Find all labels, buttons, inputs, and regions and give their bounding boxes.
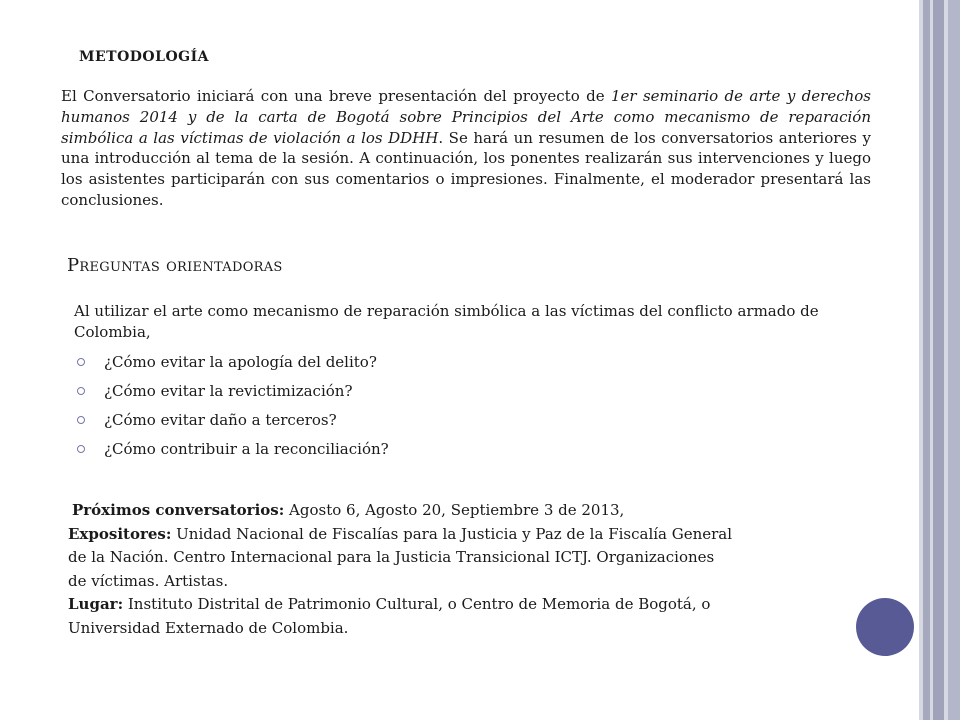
speakers-line	[68, 523, 858, 547]
methodology-paragraph	[61, 86, 871, 211]
place-line: Universidad Externado de Colombia.	[68, 618, 349, 637]
place-line	[68, 593, 858, 617]
intro-segment-italic: 1er seminario de arte y derechos humanos 2014 y de la carta de Bogotá sobre Principios del Arte como mecanismo de reparación simbólica a las víctimas de violación a los DDHH	[61, 87, 871, 147]
speakers-line: de víctimas. Artistas.	[68, 571, 229, 590]
place-label: Lugar:	[68, 595, 124, 613]
section-heading-methodology: METODOLOGÍA	[79, 49, 210, 65]
decorative-circle	[856, 598, 914, 656]
next-sessions-value: Agosto 6, Agosto 20, Septiembre 3 de 2013,	[284, 501, 625, 519]
section-heading-questions: Preguntas orientadoras	[67, 255, 283, 276]
list-item	[76, 378, 776, 407]
questions-list	[76, 349, 776, 465]
question-text: ¿Cómo evitar la revictimización?	[104, 382, 353, 400]
ring-bullet-icon	[77, 358, 85, 366]
question-text: ¿Cómo evitar daño a terceros?	[104, 411, 337, 429]
ring-bullet-icon	[77, 416, 85, 424]
decorative-rail	[923, 0, 930, 720]
place-value: Instituto Distrital de Patrimonio Cultural, o Centro de Memoria de Bogotá, o	[123, 595, 711, 613]
list-item	[76, 349, 776, 378]
intro-segment: El Conversatorio iniciará con una breve presentación del proyecto de	[61, 87, 611, 105]
decorative-rail	[948, 0, 960, 720]
speakers-label: Expositores:	[68, 524, 172, 543]
list-item	[76, 407, 776, 436]
event-info	[68, 499, 858, 640]
ring-bullet-icon	[77, 387, 85, 395]
questions-lead: Al utilizar el arte como mecanismo de reparación simbólica a las víctimas del conflicto armado de Colombia,	[74, 302, 819, 341]
speakers-line: de la Nación. Centro Internacional para la Justicia Transicional ICTJ. Organizaciones	[68, 548, 715, 566]
intro-segment: . Se hará un resumen de los conversatorios anteriores y una introducción al tema de la sesión. A continuación, los ponentes realizarán sus intervenciones y luego los asistentes participarán con sus comentarios o impresiones. Finalmente, el moderador presentará las conclusiones.	[61, 128, 872, 209]
next-sessions-label: Próximos conversatorios:	[72, 501, 285, 519]
ring-bullet-icon	[77, 445, 85, 453]
speakers-value: Unidad Nacional de Fiscalías para la Justicia y Paz de la Fiscalía General	[171, 524, 733, 543]
decorative-rail	[933, 0, 944, 720]
next-sessions-line	[68, 499, 858, 523]
question-text: ¿Cómo contribuir a la reconciliación?	[104, 440, 389, 458]
list-item	[76, 436, 776, 465]
question-text: ¿Cómo evitar la apología del delito?	[104, 353, 377, 371]
